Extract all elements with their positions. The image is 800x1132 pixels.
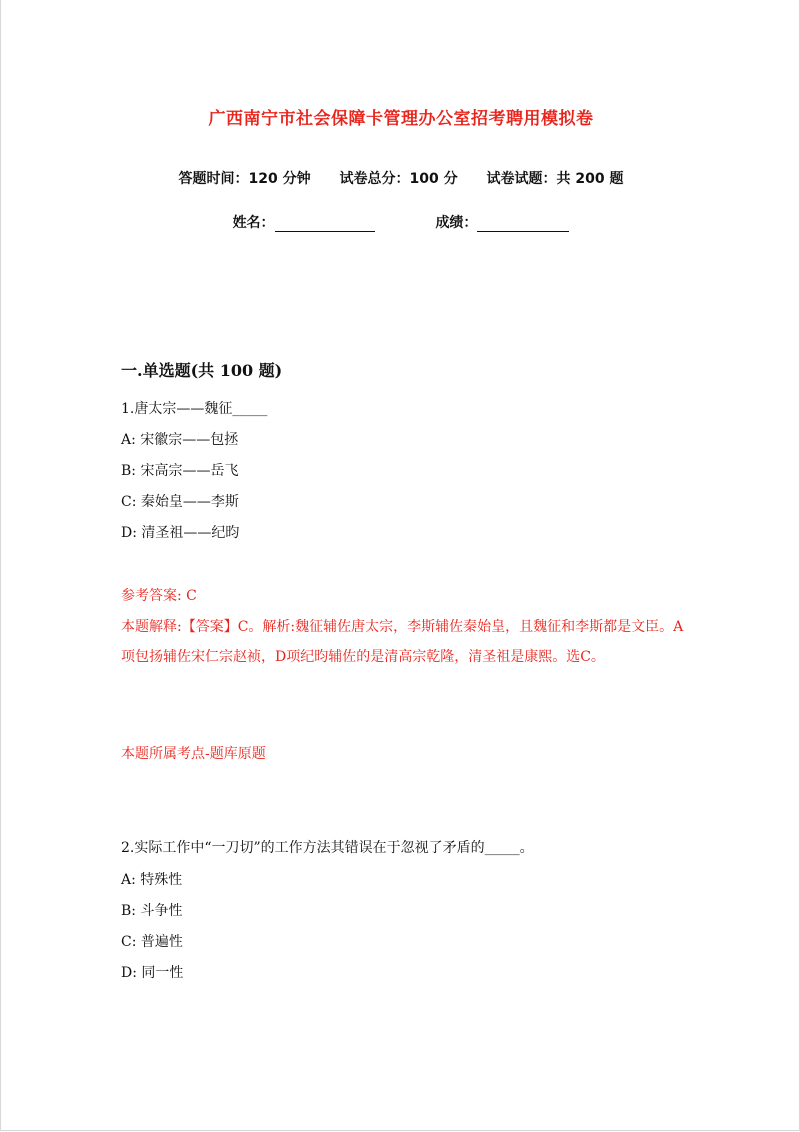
score-field: [435, 212, 569, 232]
name-blank[interactable]: [275, 215, 375, 232]
q2-option-c: C: 普遍性: [121, 934, 183, 950]
q1-explanation: 本题解释:【答案】C。解析:魏征辅佐唐太宗，李斯辅佐秦始皇，且魏征和李斯都是文臣。A项包扬辅佐宋仁宗赵祯，D项纪昀辅佐的是清高宗乾隆，清圣祖是康熙。选C。: [121, 619, 684, 665]
q2-option-d: D: 同一性: [121, 965, 184, 981]
score-blank[interactable]: [477, 215, 569, 232]
name-score-row: [1, 212, 800, 232]
name-field: [233, 212, 375, 232]
name-label: 姓名：: [232, 215, 275, 231]
q1-option-a: A: 宋徽宗——包拯: [121, 432, 239, 448]
q1-stem: 1.唐太宗——魏征_____: [121, 401, 268, 417]
q1-option-b: B: 宋高宗——岳飞: [121, 463, 239, 479]
score-label: 成绩：: [435, 215, 478, 231]
q1-source: 本题所属考点-题库原题: [121, 746, 266, 762]
q1-option-c: C: 秦始皇——李斯: [121, 494, 239, 510]
q2-option-b: B: 斗争性: [121, 903, 183, 919]
section-title: 一.单选题(共 100 题): [121, 361, 283, 380]
exam-title: 广西南宁市社会保障卡管理办公室招考聘用模拟卷: [208, 109, 594, 129]
exam-total-score: 试卷总分：100 分: [339, 171, 458, 187]
q2-stem: 2.实际工作中“一刀切”的工作方法其错误在于忽视了矛盾的_____。: [121, 840, 534, 856]
q1-option-d: D: 清圣祖——纪昀: [121, 525, 240, 541]
exam-meta: [1, 168, 800, 188]
exam-total-questions: 试卷试题：共 200 题: [486, 171, 624, 187]
q2-option-a: A: 特殊性: [121, 872, 183, 888]
exam-time: 答题时间：120 分钟: [178, 171, 311, 187]
q1-answer: 参考答案: C: [121, 588, 197, 604]
